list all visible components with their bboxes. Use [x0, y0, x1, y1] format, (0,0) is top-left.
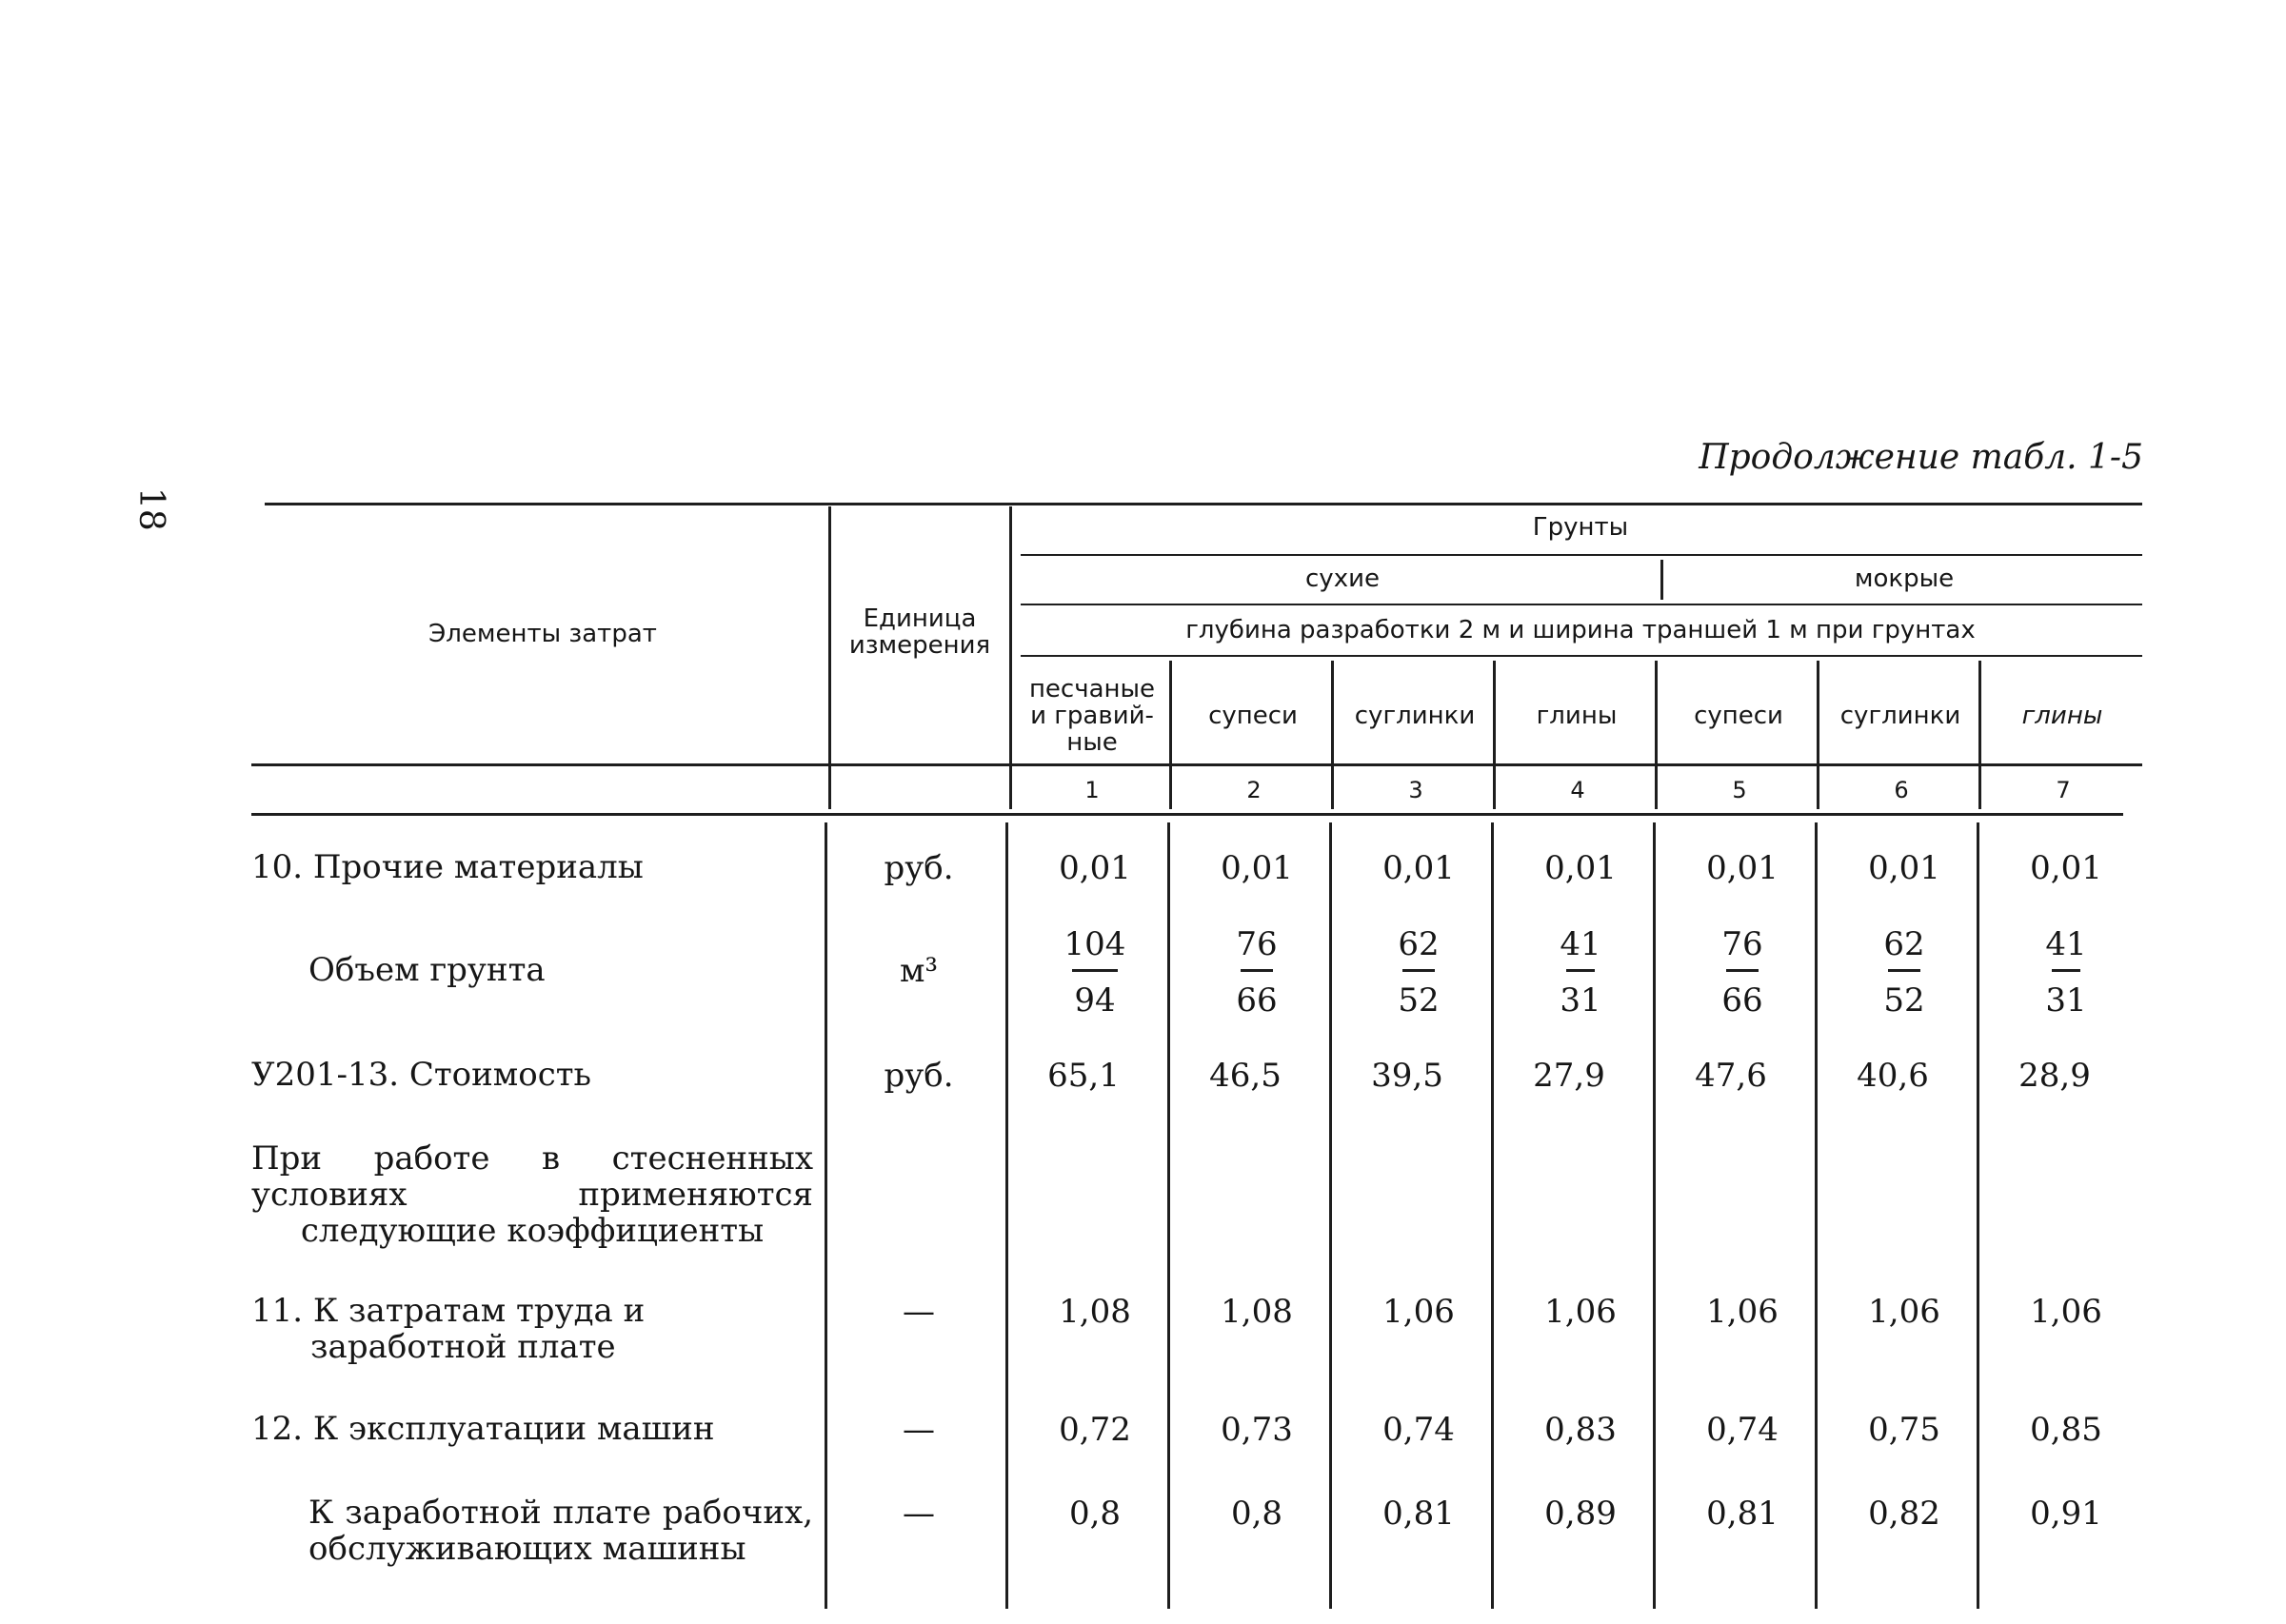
cell-r11-c3: 1,06: [1382, 1293, 1455, 1331]
table-caption: Продолжение табл. 1-5: [1699, 438, 2143, 477]
header-elements: Элементы затрат: [428, 620, 657, 648]
cell-cost-c1: 65,1: [1047, 1057, 1120, 1095]
header-col1: песчаные и гравий-ные: [1028, 675, 1156, 757]
rule-v-col4: [1655, 661, 1658, 809]
cell-r10-c7: 0,01: [2030, 849, 2102, 887]
fraction-c3: 62 52: [1398, 925, 1440, 1020]
cell-ow-c2: 0,8: [1230, 1495, 1283, 1533]
cell-cost-c6: 40,6: [1857, 1057, 1929, 1095]
cell-r11-c2: 1,08: [1221, 1293, 1293, 1331]
fraction-c6: 62 52: [1883, 925, 1925, 1020]
header-col4: глины: [1536, 702, 1618, 730]
rule-numbers-bottom: [251, 813, 2123, 816]
cell-r12-c5: 0,74: [1706, 1411, 1779, 1449]
cell-r12-c4: 0,83: [1544, 1411, 1617, 1449]
note-coefficients: При работе в стесненных условиях применяются следующие коэффициенты: [251, 1139, 813, 1250]
rule-v-unit: [1009, 506, 1012, 809]
cell-r12-c7: 0,85: [2030, 1411, 2102, 1449]
cell-cost-c5: 47,6: [1695, 1057, 1767, 1095]
rule-v-body-elements: [825, 822, 827, 1609]
row-label-labor: 11. К затратам труда и заработной плате: [251, 1292, 646, 1366]
cell-r10-c1: 0,01: [1059, 849, 1131, 887]
rule-v-col6: [1978, 661, 1981, 809]
fraction-c2: 76 66: [1236, 925, 1278, 1020]
table-top-rule: [265, 503, 2142, 505]
header-num-4: 4: [1570, 777, 1585, 803]
cell-r10-c3: 0,01: [1382, 849, 1455, 887]
row-unit-cost: руб.: [884, 1057, 954, 1095]
cell-r12-c1: 0,72: [1059, 1411, 1131, 1449]
cell-ow-c5: 0,81: [1706, 1495, 1779, 1533]
header-num-6: 6: [1894, 777, 1909, 803]
cell-ow-c3: 0,81: [1382, 1495, 1455, 1533]
header-col3: суглинки: [1354, 702, 1476, 730]
row-label-cost: У201-13. Стоимость: [251, 1056, 592, 1094]
rule-depth: [1021, 655, 2142, 657]
rule-v-body-unit: [1005, 822, 1008, 1609]
header-dry: сухие: [1305, 564, 1380, 593]
row-label-operator-wages: К заработной плате рабочих, обслуживающих машины: [308, 1494, 813, 1568]
rule-soils: [1021, 554, 2142, 556]
cell-cost-c2: 46,5: [1209, 1057, 1282, 1095]
header-wet: мокрые: [1854, 564, 1955, 593]
fraction-c1: 104 94: [1063, 925, 1126, 1020]
row-label-soil-volume: Объем грунта: [308, 951, 546, 989]
header-num-1: 1: [1084, 777, 1100, 803]
header-num-3: 3: [1408, 777, 1423, 803]
cell-r12-c2: 0,73: [1221, 1411, 1293, 1449]
header-col5: супеси: [1694, 702, 1783, 730]
header-num-7: 7: [2056, 777, 2071, 803]
rule-v-col3: [1493, 661, 1496, 809]
cell-r10-c2: 0,01: [1221, 849, 1293, 887]
rule-v-elements: [828, 506, 831, 809]
fraction-c4: 41 31: [1560, 925, 1601, 1020]
row-label-machines: 12. К эксплуатации машин: [251, 1410, 715, 1448]
cell-r11-c4: 1,06: [1544, 1293, 1617, 1331]
cell-r11-c7: 1,06: [2030, 1293, 2102, 1331]
rule-v-col1: [1169, 661, 1172, 809]
header-num-5: 5: [1732, 777, 1747, 803]
cell-cost-c4: 27,9: [1533, 1057, 1605, 1095]
row-unit-other-materials: руб.: [884, 849, 954, 887]
cell-ow-c6: 0,82: [1868, 1495, 1940, 1533]
cell-cost-c3: 39,5: [1371, 1057, 1443, 1095]
cell-r10-c4: 0,01: [1544, 849, 1617, 887]
header-num-2: 2: [1246, 777, 1262, 803]
row-unit-soil-volume: м³: [899, 952, 939, 990]
header-col6: суглинки: [1839, 702, 1961, 730]
row-unit-labor: —: [903, 1293, 935, 1331]
row-unit-operator-wages: —: [903, 1495, 935, 1533]
fraction-c5: 76 66: [1721, 925, 1763, 1020]
cell-r11-c6: 1,06: [1868, 1293, 1940, 1331]
cell-r12-c6: 0,75: [1868, 1411, 1940, 1449]
cell-r10-c5: 0,01: [1706, 849, 1779, 887]
rule-dry-wet: [1021, 604, 2142, 605]
header-col7: глины: [2021, 702, 2103, 730]
cell-ow-c1: 0,8: [1068, 1495, 1122, 1533]
cell-r11-c5: 1,06: [1706, 1293, 1779, 1331]
rule-v-col2: [1331, 661, 1334, 809]
header-unit: Единица измерения: [848, 604, 991, 660]
cell-r12-c3: 0,74: [1382, 1411, 1455, 1449]
cell-r11-c1: 1,08: [1059, 1293, 1131, 1331]
page-number: 18: [131, 487, 170, 531]
row-label-other-materials: 10. Прочие материалы: [251, 848, 644, 886]
cell-r10-c6: 0,01: [1868, 849, 1940, 887]
fraction-c7: 41 31: [2045, 925, 2087, 1020]
row-unit-machines: —: [903, 1411, 935, 1449]
cell-ow-c4: 0,89: [1544, 1495, 1617, 1533]
cell-cost-c7: 28,9: [2018, 1057, 2091, 1095]
header-depth: глубина разработки 2 м и ширина траншей 1 м при грунтах: [1185, 616, 1976, 644]
header-col2: супеси: [1208, 702, 1298, 730]
cell-ow-c7: 0,91: [2030, 1495, 2102, 1533]
rule-v-col5: [1817, 661, 1819, 809]
header-soils: Грунты: [1532, 513, 1629, 542]
rule-header-bottom: [251, 763, 2142, 766]
rule-v-dry-wet: [1660, 560, 1663, 600]
